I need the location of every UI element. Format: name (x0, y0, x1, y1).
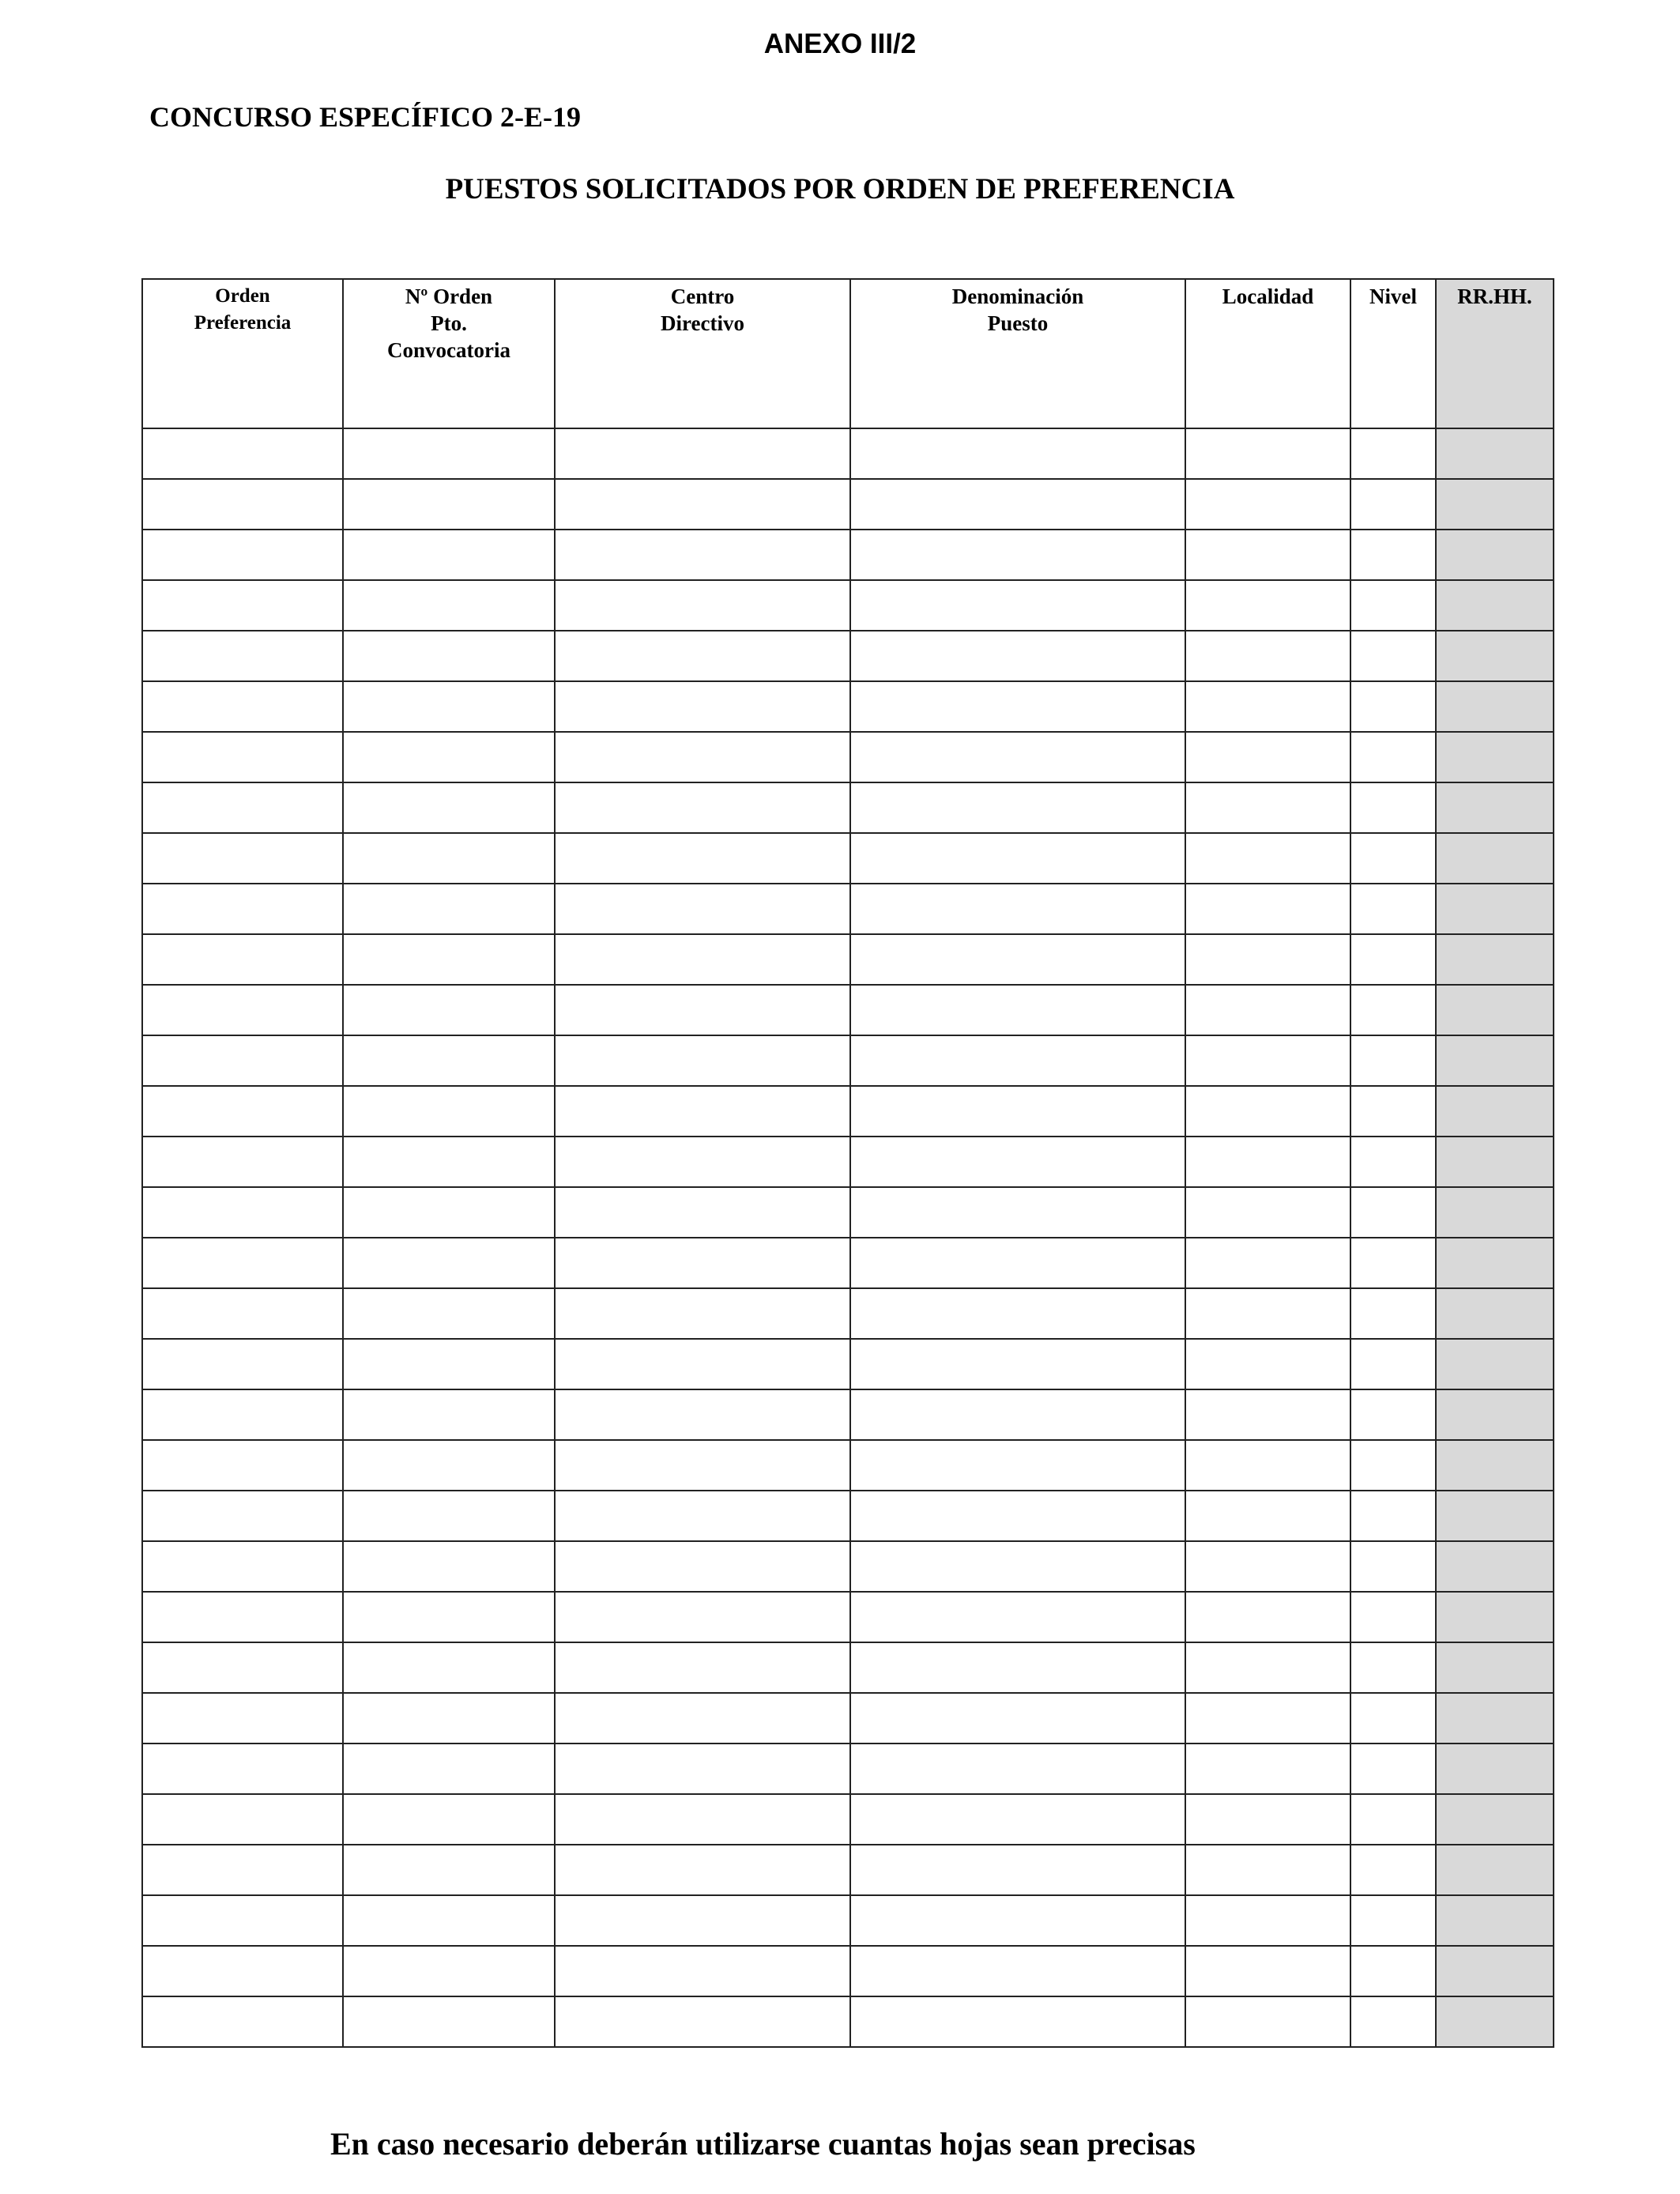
table-cell (555, 1946, 850, 1996)
table-cell (1185, 1996, 1350, 2047)
table-cell (1436, 580, 1554, 631)
table-cell (850, 1895, 1185, 1946)
table-cell (1436, 1389, 1554, 1440)
table-cell (343, 1895, 555, 1946)
table-cell (1436, 631, 1554, 681)
table-cell (1185, 479, 1350, 530)
table-cell (1185, 681, 1350, 732)
table-cell (1436, 1339, 1554, 1389)
table-cell (343, 1238, 555, 1288)
table-body (142, 428, 1554, 2047)
table-cell (142, 1288, 343, 1339)
table-cell (1185, 1389, 1350, 1440)
table-cell (555, 681, 850, 732)
table-cell (1350, 1035, 1436, 1086)
table-cell (555, 985, 850, 1035)
table-cell (142, 1845, 343, 1895)
table-cell (850, 1187, 1185, 1238)
table-cell (555, 782, 850, 833)
table-cell (1185, 631, 1350, 681)
table-cell (343, 1845, 555, 1895)
table-cell (343, 1642, 555, 1693)
table-cell (1436, 782, 1554, 833)
table-cell (1350, 1794, 1436, 1845)
table-cell (850, 782, 1185, 833)
table-cell (1185, 1187, 1350, 1238)
table-cell (142, 1389, 343, 1440)
table-cell (1185, 1491, 1350, 1541)
table-row (142, 1389, 1554, 1440)
table-cell (850, 631, 1185, 681)
header-line: Orden (215, 285, 270, 307)
table-row (142, 1541, 1554, 1592)
table-cell (1350, 1996, 1436, 2047)
table-cell (142, 1187, 343, 1238)
table-row (142, 1642, 1554, 1693)
table-cell (1350, 884, 1436, 934)
table-cell (555, 934, 850, 985)
table-cell (555, 428, 850, 479)
table-cell (1436, 1744, 1554, 1794)
header-numero-orden (343, 279, 555, 428)
table-cell (1185, 428, 1350, 479)
table-cell (850, 833, 1185, 884)
table-cell (142, 1440, 343, 1491)
table-cell (1185, 1592, 1350, 1642)
table-cell (555, 1642, 850, 1693)
table-row (142, 1035, 1554, 1086)
table-cell (1350, 1541, 1436, 1592)
table-cell (142, 681, 343, 732)
table-cell (142, 782, 343, 833)
table-cell (142, 428, 343, 479)
table-cell (142, 1744, 343, 1794)
table-cell (142, 631, 343, 681)
table-cell (555, 833, 850, 884)
table-cell (343, 732, 555, 782)
table-cell (1350, 934, 1436, 985)
table-cell (555, 1238, 850, 1288)
table-cell (1436, 1693, 1554, 1744)
header-centro-directivo (555, 279, 850, 428)
table-cell (1185, 580, 1350, 631)
table-cell (1436, 1592, 1554, 1642)
table-cell (850, 1440, 1185, 1491)
table-cell (1185, 1744, 1350, 1794)
table-cell (555, 1339, 850, 1389)
header-line: Preferencia (194, 312, 292, 334)
header-line: Centro (670, 285, 735, 308)
header-localidad (1185, 279, 1350, 428)
table-row (142, 1339, 1554, 1389)
table-cell (142, 985, 343, 1035)
table-cell (1350, 1389, 1436, 1440)
table-cell (850, 1491, 1185, 1541)
table-cell (555, 1187, 850, 1238)
table-cell (142, 1996, 343, 2047)
table-cell (142, 1642, 343, 1693)
table-cell (1185, 1693, 1350, 1744)
table-cell (555, 1845, 850, 1895)
table-cell (1185, 985, 1350, 1035)
table-cell (1185, 1238, 1350, 1288)
table-cell (142, 1035, 343, 1086)
table-cell (1436, 1440, 1554, 1491)
contest-title: CONCURSO ESPECÍFICO 2-E-19 (149, 101, 582, 133)
table-cell (1436, 1491, 1554, 1541)
table-cell (142, 833, 343, 884)
table-cell (1185, 1440, 1350, 1491)
table-cell (1436, 530, 1554, 580)
table-cell (1185, 1845, 1350, 1895)
table-cell (1436, 1288, 1554, 1339)
table-header-row (142, 279, 1554, 428)
table-row (142, 1744, 1554, 1794)
table-cell (850, 884, 1185, 934)
table-cell (1185, 1946, 1350, 1996)
table-cell (343, 1693, 555, 1744)
table-cell (555, 1491, 850, 1541)
table-cell (142, 1238, 343, 1288)
table-cell (850, 934, 1185, 985)
table-cell (1350, 1288, 1436, 1339)
table-cell (343, 1035, 555, 1086)
table-cell (343, 580, 555, 631)
table-cell (555, 580, 850, 631)
table-cell (1185, 1288, 1350, 1339)
table-cell (850, 580, 1185, 631)
table-cell (850, 732, 1185, 782)
table-cell (1436, 1946, 1554, 1996)
table-row (142, 1794, 1554, 1845)
table-cell (1350, 1137, 1436, 1187)
table-cell (1185, 934, 1350, 985)
table-cell (1185, 1086, 1350, 1137)
table-cell (555, 1693, 850, 1744)
table-cell (555, 1794, 850, 1845)
table-cell (555, 1288, 850, 1339)
header-line: Convocatoria (387, 338, 510, 362)
table-cell (343, 985, 555, 1035)
table-cell (555, 1996, 850, 2047)
table-cell (1436, 1238, 1554, 1288)
table-cell (343, 681, 555, 732)
table-cell (343, 1541, 555, 1592)
table-cell (1350, 1238, 1436, 1288)
header-nivel (1350, 279, 1436, 428)
table-cell (343, 782, 555, 833)
table-row (142, 428, 1554, 479)
table-cell (1436, 1187, 1554, 1238)
table-cell (142, 1491, 343, 1541)
table-cell (1350, 1895, 1436, 1946)
table-cell (850, 1137, 1185, 1187)
table-cell (850, 985, 1185, 1035)
header-line: Puesto (987, 311, 1049, 335)
table-cell (142, 1693, 343, 1744)
table-cell (343, 884, 555, 934)
table-cell (1185, 530, 1350, 580)
table-cell (1185, 1794, 1350, 1845)
table-row (142, 1137, 1554, 1187)
table-cell (1350, 479, 1436, 530)
table-row (142, 1895, 1554, 1946)
table-cell (1436, 1642, 1554, 1693)
table-cell (850, 479, 1185, 530)
table-cell (1436, 1845, 1554, 1895)
table-cell (343, 1491, 555, 1541)
table-cell (850, 1389, 1185, 1440)
table-cell (343, 934, 555, 985)
table-cell (555, 530, 850, 580)
table-row (142, 782, 1554, 833)
table-cell (850, 1288, 1185, 1339)
header-line: Nº Orden (405, 285, 493, 308)
annex-title: ANEXO III/2 (763, 28, 917, 59)
table-cell (1350, 782, 1436, 833)
table-cell (1350, 1693, 1436, 1744)
table-cell (1350, 833, 1436, 884)
table-cell (850, 1693, 1185, 1744)
table-cell (1350, 732, 1436, 782)
table-cell (1350, 681, 1436, 732)
table-row (142, 985, 1554, 1035)
table-cell (850, 1035, 1185, 1086)
table-cell (555, 1086, 850, 1137)
table-cell (850, 428, 1185, 479)
table-row (142, 530, 1554, 580)
table-cell (1185, 1137, 1350, 1187)
table-cell (1436, 833, 1554, 884)
table-cell (555, 1440, 850, 1491)
table-cell (555, 631, 850, 681)
table-row (142, 1996, 1554, 2047)
table-cell (555, 1389, 850, 1440)
table-cell (1185, 1541, 1350, 1592)
table-cell (555, 1895, 850, 1946)
table-row (142, 1946, 1554, 1996)
table-cell (1436, 479, 1554, 530)
table-cell (343, 1086, 555, 1137)
table-cell (343, 1137, 555, 1187)
table-cell (555, 479, 850, 530)
table-cell (850, 1744, 1185, 1794)
table-row (142, 1491, 1554, 1541)
table-cell (343, 833, 555, 884)
table-cell (1436, 1086, 1554, 1137)
table-cell (1350, 1592, 1436, 1642)
table-cell (555, 1541, 850, 1592)
table-cell (142, 1794, 343, 1845)
table-row (142, 1288, 1554, 1339)
table-cell (142, 1592, 343, 1642)
table-cell (142, 1895, 343, 1946)
table-cell (1436, 681, 1554, 732)
table-cell (1436, 985, 1554, 1035)
table-cell (343, 1996, 555, 2047)
table-cell (343, 631, 555, 681)
table-row (142, 884, 1554, 934)
table-cell (142, 1339, 343, 1389)
table-row (142, 580, 1554, 631)
header-line: Directivo (661, 311, 744, 335)
table-row (142, 833, 1554, 884)
table-cell (1350, 1845, 1436, 1895)
table-cell (1436, 732, 1554, 782)
table-row (142, 732, 1554, 782)
table-cell (343, 1339, 555, 1389)
footer-note: En caso necesario deberán utilizarse cuantas hojas sean precisas (330, 2126, 1196, 2162)
table-cell (343, 1389, 555, 1440)
table-cell (1350, 530, 1436, 580)
table-cell (850, 1794, 1185, 1845)
table-cell (142, 934, 343, 985)
table-cell (1350, 1642, 1436, 1693)
table-cell (850, 1642, 1185, 1693)
table-cell (343, 1744, 555, 1794)
table-row (142, 681, 1554, 732)
table-cell (555, 732, 850, 782)
table-cell (142, 530, 343, 580)
table-cell (1350, 631, 1436, 681)
header-line: Pto. (431, 311, 467, 335)
table-cell (343, 1946, 555, 1996)
table-cell (1350, 1440, 1436, 1491)
table-row (142, 1440, 1554, 1491)
table-row (142, 479, 1554, 530)
table-cell (555, 884, 850, 934)
table-cell (1185, 1035, 1350, 1086)
table-cell (1436, 428, 1554, 479)
table-cell (343, 1794, 555, 1845)
table-cell (1436, 1794, 1554, 1845)
table-cell (1350, 580, 1436, 631)
table-cell (850, 681, 1185, 732)
table-cell (850, 530, 1185, 580)
table-cell (142, 580, 343, 631)
table-row (142, 1238, 1554, 1288)
table-cell (850, 1086, 1185, 1137)
table-cell (343, 1440, 555, 1491)
table-cell (142, 732, 343, 782)
table-row (142, 1592, 1554, 1642)
table-cell (850, 1592, 1185, 1642)
table-cell (1350, 985, 1436, 1035)
table-cell (1350, 1339, 1436, 1389)
table-row (142, 1187, 1554, 1238)
table-cell (142, 1946, 343, 1996)
table-cell (1436, 1895, 1554, 1946)
table-cell (850, 1996, 1185, 2047)
header-rrhh (1436, 279, 1554, 428)
table-cell (1350, 428, 1436, 479)
table-cell (555, 1592, 850, 1642)
table-cell (343, 428, 555, 479)
table-row (142, 1693, 1554, 1744)
table-cell (142, 479, 343, 530)
table-cell (343, 1187, 555, 1238)
table-cell (343, 1592, 555, 1642)
table-cell (850, 1946, 1185, 1996)
table-cell (1436, 884, 1554, 934)
table-cell (1350, 1491, 1436, 1541)
table-cell (1436, 934, 1554, 985)
table-cell (343, 479, 555, 530)
header-line: Nivel (1369, 285, 1417, 308)
table-row (142, 934, 1554, 985)
table-cell (142, 1086, 343, 1137)
table-row (142, 1086, 1554, 1137)
table-cell (1436, 1035, 1554, 1086)
table-cell (1436, 1541, 1554, 1592)
table-cell (1350, 1744, 1436, 1794)
table-cell (850, 1541, 1185, 1592)
table-cell (850, 1238, 1185, 1288)
preferences-table (141, 278, 1554, 2048)
table-cell (1185, 732, 1350, 782)
table-cell (1436, 1137, 1554, 1187)
table-cell (555, 1035, 850, 1086)
table-cell (850, 1845, 1185, 1895)
table-cell (343, 1288, 555, 1339)
table-cell (343, 530, 555, 580)
table-row (142, 631, 1554, 681)
table-cell (1350, 1187, 1436, 1238)
table-cell (1185, 1895, 1350, 1946)
header-line: Denominación (951, 285, 1084, 308)
table-cell (555, 1744, 850, 1794)
table-cell (142, 884, 343, 934)
table-cell (1185, 782, 1350, 833)
table-cell (1350, 1086, 1436, 1137)
table-row (142, 1845, 1554, 1895)
table-cell (850, 1339, 1185, 1389)
table-cell (1185, 1642, 1350, 1693)
table-cell (142, 1541, 343, 1592)
table-cell (1185, 1339, 1350, 1389)
table-cell (142, 1137, 343, 1187)
page-subtitle: PUESTOS SOLICITADOS POR ORDEN DE PREFERENCIA (445, 173, 1235, 205)
header-line: RR.HH. (1457, 285, 1532, 308)
table-cell (1185, 884, 1350, 934)
table-cell (1185, 833, 1350, 884)
header-denominacion-puesto (850, 279, 1185, 428)
table-cell (555, 1137, 850, 1187)
table-cell (1436, 1996, 1554, 2047)
header-line: Localidad (1222, 285, 1314, 308)
header-orden-preferencia (142, 279, 343, 428)
table-cell (1350, 1946, 1436, 1996)
